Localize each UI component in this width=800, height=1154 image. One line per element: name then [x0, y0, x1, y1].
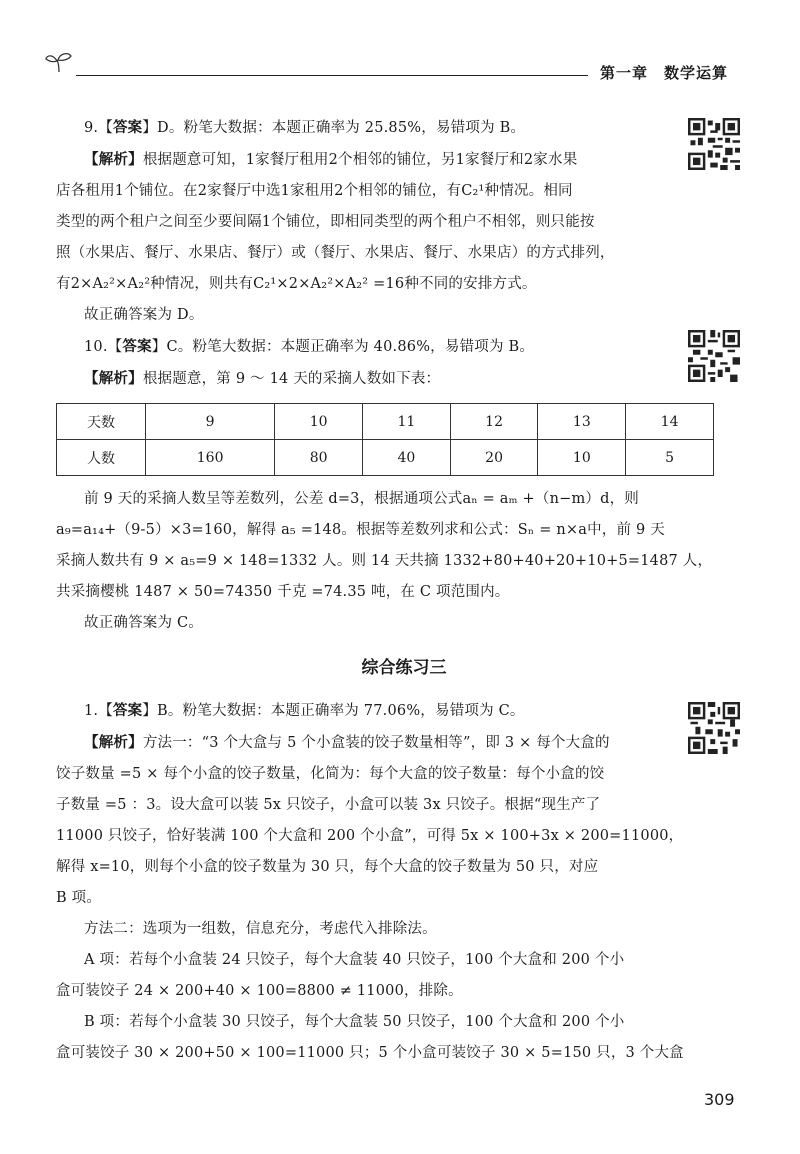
table-cell: 40: [362, 440, 450, 476]
table-cell: 10: [538, 440, 626, 476]
table-cell: 160: [146, 440, 275, 476]
q10-analysis-line: 前 9 天的采摘人数呈等差数列，公差 d=3，根据通项公式aₙ = aₘ +（n−m）d，则: [84, 491, 640, 507]
q10-analysis-line: 采摘人数共有 9 × a₅=9 × 148=1332 人。则 14 天共摘 1332+80+40+20+10+5=1487 人，: [56, 553, 713, 569]
s3q1-analysis-line: B 项。: [56, 890, 102, 906]
q9-analysis-line: 类型的两个租户之间至少要间隔1个铺位，即相同类型的两个租户不相邻，则只能按: [56, 214, 595, 230]
page-number: 309: [704, 1090, 735, 1109]
qr-code-icon: [688, 702, 740, 754]
s3q1-analysis-line: 子数量 =5 ：3。设大盒可以装 5x 只饺子，小盒可以装 3x 只饺子。根据“现生产了: [56, 797, 601, 813]
table-cell: 10: [275, 404, 363, 440]
s3q1-option-b: 盒可装饺子 30 × 200+50 × 100=11000 只；5 个小盒可装饺子 30 × 5=150 只，3 个大盒: [56, 1045, 684, 1061]
section-title: 综合练习三: [361, 658, 447, 678]
table-cell: 13: [538, 404, 626, 440]
s3q1-option-a: A 项：若每个小盒装 24 只饺子，每个大盒装 40 只饺子，100 个大盒和 200 个小: [84, 952, 625, 968]
qr-code-icon: [688, 330, 740, 382]
table-header-cell: 人数: [57, 440, 146, 476]
s3q1-analysis-line: 饺子数量 =5 × 每个小盒的饺子数量，化简为：每个大盒的饺子数量：每个小盒的饺: [56, 766, 605, 782]
table-cell: 20: [450, 440, 538, 476]
s3q1-analysis-line: 解得 x=10，则每个小盒的饺子数量为 30 只，每个大盒的饺子数量为 50 只，对应: [56, 859, 599, 875]
q9-answer: 9.【答案】D。粉笔大数据：本题正确率为 25.85%，易错项为 B。: [84, 119, 526, 136]
answer-content: [56, 112, 713, 1069]
q10-analysis-intro: 【解析】根据题意，第 9 ～ 14 天的采摘人数如下表：: [84, 370, 441, 387]
table-cell: 11: [362, 404, 450, 440]
s3q1-option-a: 盒可装饺子 24 × 200+40 × 100=8800 ≠ 11000，排除。: [56, 983, 463, 999]
q10-answer: 10.【答案】C。粉笔大数据：本题正确率为 40.86%，易错项为 B。: [84, 338, 535, 355]
table-cell: 14: [626, 404, 714, 440]
table-cell: 12: [450, 404, 538, 440]
q9-analysis-line: 有2×A₂²×A₂²种情况，则共有C₂¹×2×A₂²×A₂² =16种不同的安排方式。: [56, 276, 537, 292]
picking-data-table: [56, 403, 714, 476]
s3q1-analysis-line: 【解析】方法一：“3 个大盒与 5 个小盒装的饺子数量相等”，即 3 × 每个大盒的: [84, 734, 610, 751]
s3q1-option-b: B 项：若每个小盒装 30 只饺子，每个大盒装 50 只饺子，100 个大盒和 200 个小: [84, 1014, 625, 1030]
sprout-icon: [44, 50, 74, 74]
q9-conclusion: 故正确答案为 D。: [84, 307, 204, 323]
header-rule: [76, 75, 588, 76]
s3q1-method2: 方法二：选项为一组数，信息充分，考虑代入排除法。: [84, 921, 437, 937]
table-row: [57, 404, 714, 440]
qr-code-icon: [688, 118, 740, 170]
chapter-title: 第一章 数学运算: [600, 64, 729, 82]
s3q1-answer: 1.【答案】B。粉笔大数据：本题正确率为 77.06%，易错项为 C。: [84, 702, 525, 719]
q10-analysis-line: a₉=a₁₄+（9-5）×3=160，解得 a₅ =148。根据等差数列求和公式：Sₙ = n×a中，前 9 天: [56, 522, 665, 538]
table-cell: 80: [275, 440, 363, 476]
s3q1-analysis-line: 11000 只饺子，恰好装满 100 个大盒和 200 个小盒”，可得 5x × 100+3x × 200=11000，: [56, 828, 684, 844]
table-row: [57, 440, 714, 476]
q9-analysis-line: 照（水果店、餐厅、水果店、餐厅）或（餐厅、水果店、餐厅、水果店）的方式排列，: [56, 245, 615, 261]
q10-conclusion: 故正确答案为 C。: [84, 615, 204, 631]
table-cell: 5: [626, 440, 714, 476]
q9-analysis-line: 店各租用1个铺位。在2家餐厅中选1家租用2个相邻的铺位，有C₂¹种情况。相同: [56, 183, 573, 199]
q9-analysis-line: 【解析】根据题意可知，1家餐厅租用2个相邻的铺位，另1家餐厅和2家水果: [84, 151, 578, 168]
table-header-cell: 天数: [57, 404, 146, 440]
q10-analysis-line: 共采摘樱桃 1487 × 50=74350 千克 =74.35 吨，在 C 项范围内。: [56, 584, 510, 600]
table-cell: 9: [146, 404, 275, 440]
